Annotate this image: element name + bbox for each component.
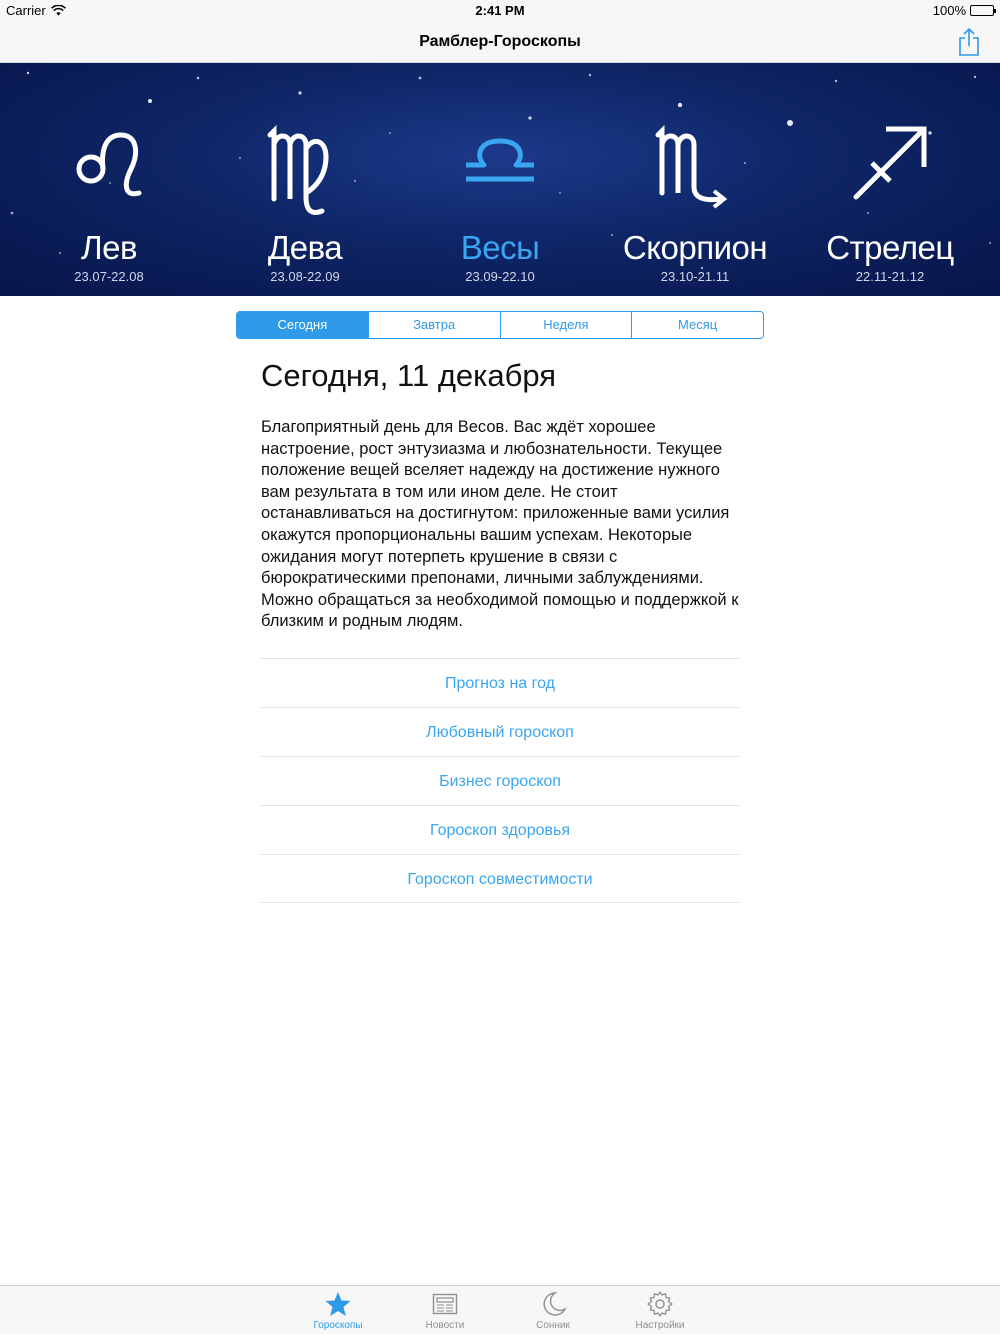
segment-today[interactable]: Сегодня — [237, 312, 369, 338]
sign-libra[interactable] — [402, 63, 598, 296]
libra-icon — [460, 123, 540, 213]
sign-dates: 22.11-21.12 — [855, 269, 925, 284]
page-title: Рамблер-Гороскопы — [419, 33, 581, 50]
horoscope-links-list — [261, 658, 739, 903]
sign-scorpio[interactable] — [597, 63, 793, 296]
tab-news[interactable] — [400, 1290, 490, 1331]
sign-name: Лев — [80, 229, 138, 266]
sign-name: Стрелец — [826, 229, 954, 266]
tab-label: Новости — [425, 1320, 465, 1331]
status-bar — [0, 0, 1000, 22]
tab-dream-book[interactable] — [508, 1290, 598, 1331]
gear-icon — [646, 1290, 674, 1318]
status-time: 2:41 PM — [475, 3, 525, 18]
segment-month[interactable]: Месяц — [632, 312, 763, 338]
forecast-text: Благоприятный день для Весов. Вас ждёт хорошее настроение, рост энтузиазма и любознательности. Текущее положение вещей вселяет надежду на достижение нужного вам результата в том или ином деле. Не стоит останавливаться на достигнутом: приложенные вами усилия окажутся пропорциональны вашим успехам. Некоторые ожидания могут потерпеть крушение в связи с бюрократическими препонами, личными заблуждениями. Можно обращаться за необходимой помощью и поддержкой к близким и родным людям. — [261, 418, 739, 631]
segment-week[interactable]: Неделя — [501, 312, 633, 338]
battery-percent: 100% — [932, 3, 966, 18]
sign-leo[interactable] — [11, 63, 207, 296]
leo-icon — [69, 123, 149, 213]
moon-icon — [539, 1290, 567, 1318]
share-icon — [956, 27, 982, 57]
link-love-horoscope[interactable]: Любовный гороскоп — [261, 707, 739, 756]
carrier-label: Carrier — [6, 3, 46, 18]
tab-bar — [0, 1285, 1000, 1334]
tab-horoscopes[interactable] — [293, 1290, 383, 1331]
sign-dates: 23.10-21.11 — [660, 269, 730, 284]
star-icon — [324, 1290, 352, 1318]
sign-name: Весы — [460, 229, 540, 266]
link-compatibility-horoscope[interactable]: Гороскоп совместимости — [261, 854, 739, 903]
sign-sagittarius[interactable] — [792, 63, 988, 296]
tab-settings[interactable] — [615, 1290, 705, 1331]
sagittarius-icon — [850, 123, 930, 203]
link-business-horoscope[interactable]: Бизнес гороскоп — [261, 756, 739, 805]
forecast-date-title: Сегодня, 11 декабря — [261, 358, 557, 393]
scorpio-icon — [650, 123, 740, 213]
segment-tomorrow[interactable]: Завтра — [369, 312, 501, 338]
tab-label: Сонник — [536, 1320, 570, 1331]
tab-label: Настройки — [635, 1320, 685, 1331]
virgo-icon — [260, 123, 350, 223]
sign-name: Скорпион — [622, 229, 768, 266]
battery-icon — [970, 5, 994, 16]
tab-label: Гороскопы — [313, 1320, 363, 1331]
sign-virgo[interactable] — [207, 63, 403, 296]
link-year-forecast[interactable]: Прогноз на год — [261, 658, 739, 707]
link-health-horoscope[interactable]: Гороскоп здоровья — [261, 805, 739, 854]
period-segmented-control — [236, 311, 764, 339]
share-button[interactable] — [956, 27, 982, 57]
sign-dates: 23.09-22.10 — [465, 269, 535, 284]
zodiac-carousel[interactable] — [0, 63, 1000, 296]
navigation-bar — [0, 22, 1000, 63]
sign-name: Дева — [267, 229, 343, 266]
newspaper-icon — [431, 1290, 459, 1318]
sign-dates: 23.07-22.08 — [74, 269, 144, 284]
sign-dates: 23.08-22.09 — [270, 269, 340, 284]
